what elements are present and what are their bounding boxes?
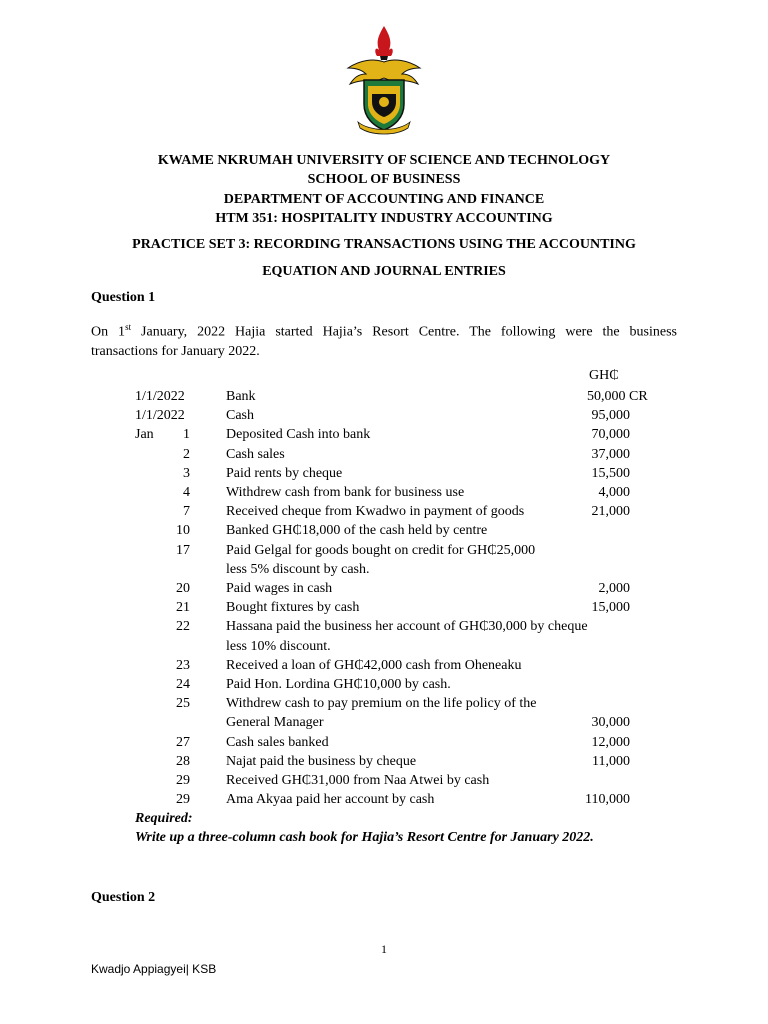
flame-icon [375, 26, 392, 56]
transaction-day: 2 [183, 446, 190, 462]
transaction-row [0, 637, 768, 656]
transaction-description: Cash sales banked [226, 734, 329, 750]
transaction-row [0, 560, 768, 579]
transaction-row [0, 464, 768, 483]
transaction-amount: 15,000 [591, 600, 630, 616]
transaction-description: Withdrew cash from bank for business use [226, 485, 465, 500]
transaction-day: 10 [176, 523, 190, 539]
transaction-row [0, 579, 768, 598]
transaction-description: Cash [226, 408, 254, 424]
transaction-description: Withdrew cash to pay premium on the life policy of the [226, 696, 537, 712]
transaction-day: 1 [183, 427, 190, 443]
transaction-description: Ama Akyaa paid her account by cash [226, 792, 435, 808]
transaction-day: 28 [176, 753, 190, 769]
university-name: KWAME NKRUMAH UNIVERSITY OF SCIENCE AND TECHNOLOGY [157, 153, 611, 168]
transaction-day: 27 [176, 734, 190, 750]
transaction-amount: 110,000 [585, 792, 630, 808]
transaction-day: 22 [176, 619, 190, 635]
transaction-description: Received a loan of GH₵42,000 cash from Oheneaku [226, 657, 522, 673]
department-name: DEPARTMENT OF ACCOUNTING AND FINANCE [223, 192, 545, 207]
question-2-title: Question 2 [91, 890, 156, 905]
transaction-day: 20 [176, 581, 190, 596]
currency-column-header: GH₵ [589, 368, 619, 383]
transaction-row [0, 675, 768, 694]
transaction-description: Deposited Cash into bank [226, 427, 371, 443]
transaction-day: 29 [176, 792, 190, 808]
transaction-amount: 2,000 [598, 581, 630, 596]
transaction-amount: 95,000 [591, 408, 630, 424]
question-1-title: Question 1 [91, 290, 156, 305]
transaction-date: 1/1/2022 [135, 408, 185, 424]
practice-set-title-line1: PRACTICE SET 3: RECORDING TRANSACTIONS USING THE ACCOUNTING [132, 237, 636, 252]
transaction-day: 29 [176, 773, 190, 788]
transaction-description: Hassana paid the business her account of GH₵30,000 by cheque [226, 619, 588, 635]
transaction-description: Bought fixtures by cash [226, 600, 360, 616]
transaction-row [0, 445, 768, 464]
transaction-description: Bank [226, 389, 256, 404]
transaction-description: Paid wages in cash [226, 581, 333, 596]
transaction-date: Jan [135, 427, 154, 443]
transaction-row [0, 790, 768, 809]
transaction-row [0, 694, 768, 713]
transaction-row [0, 598, 768, 617]
transaction-row [0, 733, 768, 752]
required-text: Write up a three-column cash book for Hajia’s Resort Centre for January 2022. [135, 830, 594, 845]
transaction-description: Received cheque from Kwadwo in payment of goods [226, 504, 525, 520]
knust-crest-logo [342, 24, 426, 136]
required-label: Required: [135, 811, 193, 826]
transaction-description: Received GH₵31,000 from Naa Atwei by cash [226, 773, 490, 788]
transaction-amount: 12,000 [591, 734, 630, 750]
transaction-day: 7 [183, 504, 190, 520]
transaction-amount: 11,000 [592, 753, 630, 769]
transaction-day: 4 [183, 485, 190, 500]
transaction-row [0, 502, 768, 521]
transaction-row [0, 713, 768, 732]
transaction-description: Paid Hon. Lordina GH₵10,000 by cash. [226, 677, 451, 692]
transaction-row [0, 521, 768, 540]
transaction-description: Cash sales [226, 446, 285, 462]
transaction-row [0, 406, 768, 425]
transaction-day: 3 [183, 465, 190, 481]
transaction-row [0, 771, 768, 790]
transaction-row [0, 425, 768, 444]
transaction-day: 17 [176, 542, 190, 558]
transaction-row [0, 387, 768, 406]
page-number: 1 [381, 942, 387, 956]
transaction-description: less 10% discount. [226, 638, 331, 654]
transaction-amount: 30,000 [591, 715, 630, 731]
transaction-amount: 50,000 CR [587, 389, 648, 404]
transaction-amount: 70,000 [591, 427, 630, 443]
question-1-intro: On 1st January, 2022 Hajia started Hajia’s Resort Centre. The following were the business transactions for January 2022. [91, 322, 677, 359]
transaction-row [0, 752, 768, 771]
transaction-amount: 21,000 [591, 504, 630, 520]
transaction-description: less 5% discount by cash. [226, 561, 370, 577]
transaction-row [0, 541, 768, 560]
transaction-day: 21 [176, 600, 190, 616]
footer-author: Kwadjo Appiagyei| KSB [91, 962, 217, 976]
transaction-row [0, 617, 768, 636]
transaction-description: General Manager [226, 715, 324, 731]
transaction-amount: 15,500 [591, 465, 630, 481]
transaction-amount: 4,000 [598, 485, 630, 500]
transaction-date: 1/1/2022 [135, 389, 185, 404]
transaction-amount: 37,000 [591, 446, 630, 462]
school-name: SCHOOL OF BUSINESS [307, 172, 461, 187]
transaction-day: 23 [176, 657, 190, 673]
transaction-day: 25 [176, 696, 190, 712]
transaction-row [0, 656, 768, 675]
transaction-day: 24 [176, 677, 190, 692]
transaction-description: Paid rents by cheque [226, 465, 343, 481]
course-title: HTM 351: HOSPITALITY INDUSTRY ACCOUNTING [215, 211, 553, 226]
practice-set-title-line2: EQUATION AND JOURNAL ENTRIES [262, 264, 506, 279]
transaction-description: Najat paid the business by cheque [226, 753, 417, 769]
transaction-description: Banked GH₵18,000 of the cash held by centre [226, 523, 488, 539]
transaction-description: Paid Gelgal for goods bought on credit for GH₵25,000 [226, 542, 536, 558]
transaction-row [0, 483, 768, 502]
